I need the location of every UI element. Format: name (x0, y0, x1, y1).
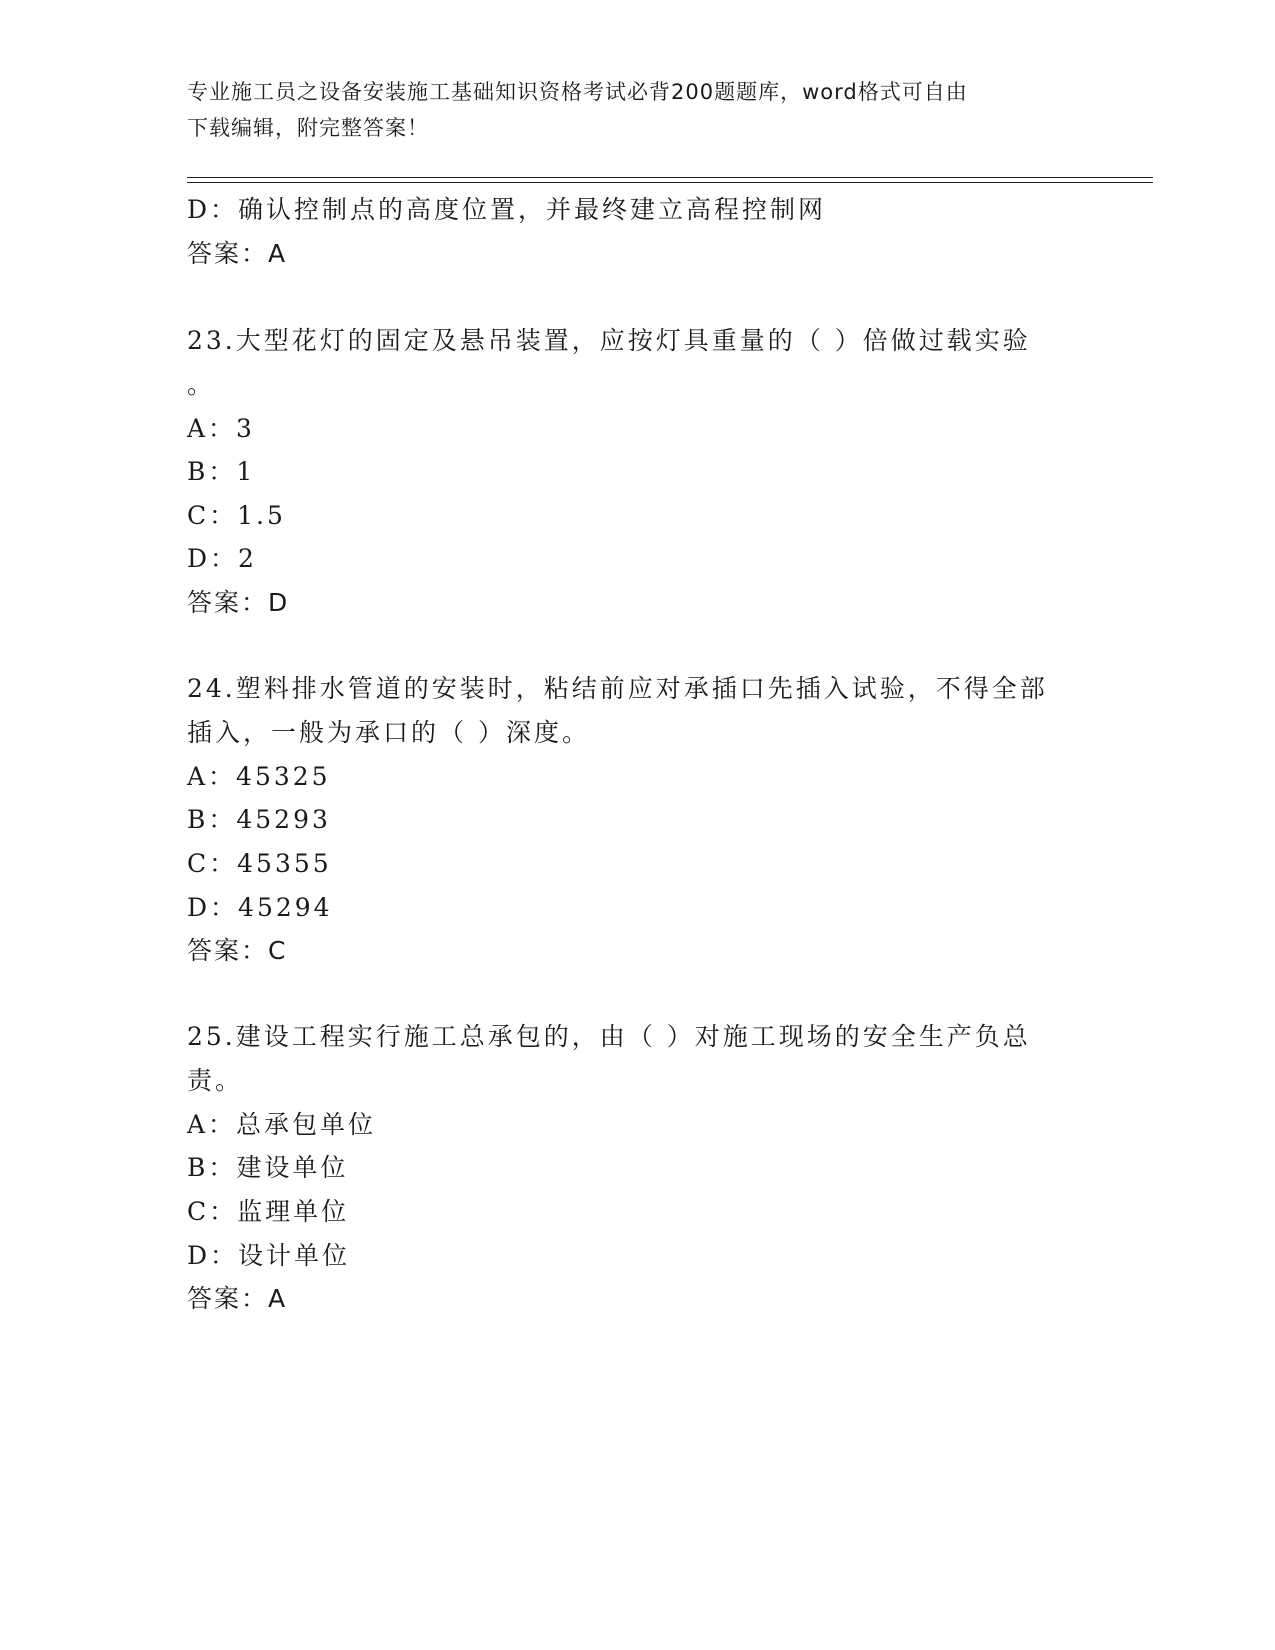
question-24-option-d: D：45294 (187, 893, 333, 922)
question-24-option-c: C：45355 (187, 849, 332, 878)
question-23-stem-line-1: 23.大型花灯的固定及悬吊装置，应按灯具重量的（ ）倍做过载实验 (187, 326, 1031, 355)
question-25-option-b: B：建设单位 (187, 1153, 349, 1182)
question-25-answer: 答案：A (187, 1284, 288, 1313)
question-25-option-d: D：设计单位 (187, 1241, 351, 1270)
question-24-option-a: A：45325 (187, 762, 331, 791)
prev-question-answer: 答案：A (187, 239, 288, 268)
header-title-line-1: 专业施工员之设备安装施工基础知识资格考试必背200题题库，word格式可自由 (187, 80, 968, 104)
question-23-option-d: D：2 (187, 544, 257, 573)
question-23-answer: 答案：D (187, 588, 290, 617)
question-25-stem-line-1: 25.建设工程实行施工总承包的，由（ ）对施工现场的安全生产负总 (187, 1022, 1031, 1051)
question-23-option-a: A：3 (187, 414, 255, 443)
question-24-stem-line-2: 插入，一般为承口的（ ）深度。 (187, 718, 590, 747)
question-23-option-c: C：1.5 (187, 501, 286, 530)
header-title-line-2: 下载编辑，附完整答案！ (187, 116, 429, 140)
prev-question-option-d: D：确认控制点的高度位置，并最终建立高程控制网 (187, 195, 827, 224)
question-24-stem-line-1: 24.塑料排水管道的安装时，粘结前应对承插口先插入试验，不得全部 (187, 674, 1048, 703)
question-25-stem-line-2: 责。 (187, 1066, 244, 1095)
question-24-option-b: B：45293 (187, 805, 331, 834)
question-25-option-c: C：监理单位 (187, 1197, 350, 1226)
header-rule-bottom (187, 182, 1153, 183)
document-header (187, 74, 1087, 146)
header-rule-top (187, 177, 1153, 178)
question-23-stem-line-2: 。 (187, 370, 216, 399)
question-24-answer: 答案：C (187, 936, 288, 965)
question-23-option-b: B：1 (187, 457, 256, 486)
question-25-option-a: A：总承包单位 (187, 1110, 377, 1139)
